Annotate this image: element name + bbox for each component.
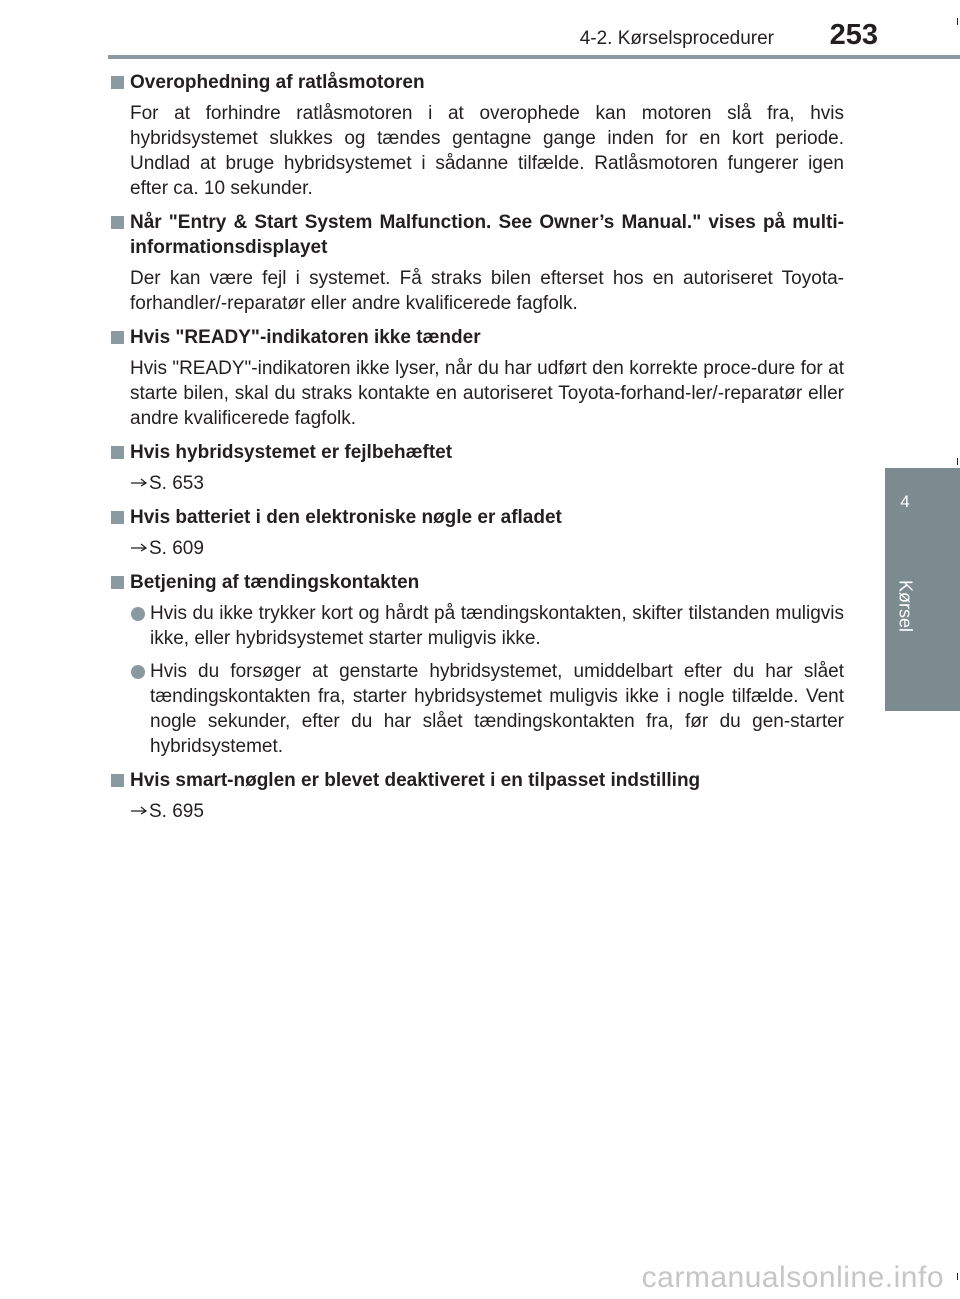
section-heading [108, 440, 844, 465]
square-bullet-icon [111, 216, 124, 229]
section [108, 768, 844, 824]
section [108, 570, 844, 759]
reference-text: S. 695 [149, 801, 204, 822]
page-reference[interactable] [108, 799, 844, 824]
section-heading [108, 505, 844, 530]
heading-text: Betjening af tændingskontakten [130, 572, 420, 593]
watermark: carmanualsonline.info [641, 1261, 944, 1294]
reference-text: S. 653 [149, 473, 204, 494]
arrow-icon [130, 477, 148, 487]
page-number: 253 [829, 19, 878, 51]
section [108, 440, 844, 496]
page-reference[interactable] [108, 471, 844, 496]
crop-mark-mid-top [957, 458, 958, 465]
section-heading [108, 570, 844, 595]
square-bullet-icon [111, 76, 124, 89]
heading-text: Hvis "READY"-indikatoren ikke tænder [130, 327, 481, 348]
section [108, 210, 844, 316]
chapter-tab [885, 468, 960, 711]
section-heading [108, 70, 844, 95]
section [108, 70, 844, 201]
square-bullet-icon [111, 446, 124, 459]
circle-bullet-icon [131, 665, 145, 679]
heading-text: Hvis hybridsystemet er fejlbehæftet [130, 442, 453, 463]
arrow-icon [130, 542, 148, 552]
square-bullet-icon [111, 331, 124, 344]
crop-mark-bottom [957, 1273, 958, 1280]
list-item-text: Hvis du ikke trykker kort og hårdt på tændingskontakten, skifter tilstanden muligvis ikke, eller hybridsystemet starter muligvis ikke. [150, 603, 844, 649]
heading-text: Når "Entry & Start System Malfunction. See Owner’s Manual." vises på multi-informationsdisplayet [130, 212, 844, 258]
square-bullet-icon [111, 576, 124, 589]
section-body: For at forhindre ratlåsmotoren i at overophede kan motoren slå fra, hvis hybridsystemet slukkes og tændes gentagne gange inden for en kort periode. Undlad at bruge hybridsystemet i sådanne tilfælde. Ratlåsmotoren fungerer igen efter ca. 10 sekunder. [130, 103, 844, 199]
reference-text: S. 609 [149, 538, 204, 559]
section [108, 325, 844, 431]
page-reference[interactable] [108, 536, 844, 561]
section-heading [108, 210, 844, 260]
crop-mark-top [957, 18, 958, 25]
arrow-icon [130, 805, 148, 815]
list-item [108, 601, 844, 651]
section-body: Hvis "READY"-indikatoren ikke lyser, når du har udført den korrekte proce-dure for at starte bilen, skal du straks kontakte en autoriseret Toyota-forhand-ler/-reparatør eller andre kvalificerede fagfolk. [130, 358, 844, 429]
header-rule [108, 55, 960, 59]
circle-bullet-icon [131, 607, 145, 621]
heading-text: Overophedning af ratlåsmotoren [130, 72, 425, 93]
list-item [108, 659, 844, 759]
section-heading [108, 325, 844, 350]
list-item-text: Hvis du forsøger at genstarte hybridsystemet, umiddelbart efter du har slået tændingskontakten fra, starter hybridsystemet muligvis ikke i nogle tilfælde. Vent nogle sekunder, efter du har slået tændingskontakten fra, før du gen-starter hybridsystemet. [150, 661, 844, 757]
chapter-title: Kørsel [895, 579, 916, 632]
heading-text: Hvis smart-nøglen er blevet deaktiveret i en tilpasset indstilling [130, 770, 701, 791]
section [108, 505, 844, 561]
content [108, 70, 844, 833]
square-bullet-icon [111, 511, 124, 524]
heading-text: Hvis batteriet i den elektroniske nøgle er afladet [130, 507, 562, 528]
section-heading [108, 768, 844, 793]
section-title: 4-2. Kørselsprocedurer [579, 28, 774, 49]
chapter-number: 4 [900, 492, 910, 511]
section-body: Der kan være fejl i systemet. Få straks bilen efterset hos en autoriseret Toyota-forhandler/-reparatør eller andre kvalificerede fagfolk. [130, 268, 844, 314]
square-bullet-icon [111, 774, 124, 787]
